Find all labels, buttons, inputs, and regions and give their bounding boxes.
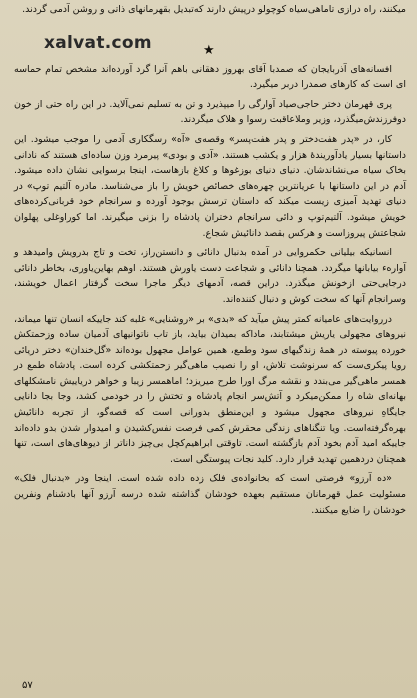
paragraph-7: «ده آرزو» فرصتی است که بخانواده‌ی فلک زده داده شده است. اینجا ودر «بدنبال فلک» مسئولیت عمل قهرمانان مستقیم بعهده خودشان گذاشته شده درسه آرزو آنها بادشنام ونفرین خودشان را ضایع میکنند. (14, 473, 406, 516)
paragraph-6: درروایت‌های عامیانه کمتر پیش میآید که «بدی» بر «روشنایی» غلبه کند جاییکه انسان تنها میماند، نیروهای مجهولی یاریش میشتابند، ماداکه بمیدان بیاید، باز تاب ناتوانیهای آدمیان ساده وزحمتکش خورده پیوسته در همهٔ زندگیهای سود وطمع، همین عوامل مجهول بوده‌اند «گل‌خندان» دختر دریائی رویا پیکری‌ست که سرنوشت تلاش، او را نصیب ماهی‌گیر زحمتکشی کرده است. پادشاه طمع در همسر ماهی‌گیر می‌بندد و نقشه مرگ اورا طرح میریزد؛ اماهمسر زیبا و خواهر دریاییش نامشکلهای بهانه‌ای شاه را ممکن‌میکرد و آتش‌سر انجام پادشاه و تختش را در خودمی کشد، وجا بجا دانایی جایگاهِ نیروهای مجهول میشود و این‌منطق بدورانی است که قصه‌گو، از تجربه دانائیش بهره‌گرفته‌است. ویا تنگناهای زندگی محقرش کمی فرصت نفس‌کشیدن و امیدوار شدن بدو داده‌اند جاییکه امید آدم بخود آدم بازگشته است. تاوقتی ابراهیم‌کچل بی‌چیز داناتر از دیوهای‌های است، تنها همچنان دردهمین تهدید قرار دارد. کلید نجات پیوستگی است. (14, 313, 406, 465)
watermark: xalvat.com (44, 33, 152, 53)
paragraph-2: افسانه‌های آذربایجان که صمدبا آقای بهروز دهقانی باهم آنرا گرد آورده‌اند مشخص تمام حماسه ای است که کارهای صمدرا دربر میگیرد. (14, 63, 406, 91)
paragraph-5: انسانیکه بیلیانی حکمروایی در آمده بدنبال دانائی و دانستن‌راز، تخت و تاج بدرویش وامیدهد و آوارهء بیابانها میگردد. همچنا دانائی و شجاعت دست یاورش هستند. اوهم بهاین‌یاوری، بخاطر دانائی درجایی‌حتی ازخونش میگذرد. دراین قصه، آدمهای دیگر ماجرا سخت گرفتار اعمال خویشند، وسرانجام آنها که سخت کوش و دنبال کننده‌اند. (14, 247, 406, 305)
paragraph-1: میکنند، راه درازی تاماهی‌سیاه کوچولو درپیش دارند که‌تبدیل بقهرمانهای ذاتی و روشن آدمی گردند. (22, 4, 406, 15)
paragraph-3: پری قهرمان دختر حاجی‌صیاد آوارگی را میپذیرد و تن به تسلیم نمی‌آلاید. در این راه حتی از خون دوفرزندش‌میگذرد، وزیر وملاعاقبت رسوا و هلاک میگردند. (14, 98, 406, 126)
page-number: ۵۷ (22, 680, 33, 691)
paragraph-4: کار، در «پدر هفت‌دختر و پدر هفت‌پسر» وقصه‌ی «آه» رسگکاری آدمی را موجب میشود. این داستانها بسیار یادآوریندۀ هزار و یکشب هستند. «آدی و بودی» پیرمرد وزن ساده‌ای هستند که نادانی بخاک سیاه می‌نشاندشان. دنیای دنیای بوزغوها و کلاغ بازهاست، اینجا برسوایی نشان داده میشود. آدم در این داستانها با عریانترین چهره‌های خصائص خویش را باز می‌شناسد. مادره آلتیم توپ» در دنیای تهدید آمیزی زیست میکند که داستان ترسش بوجود آورده و سرانجام خود قربانی‌کرده‌های خویش میشود. آلتیم‌توپ و دائی سرانجام دختران پادشاه را بزنی میگیرند. اما کوراوغلی پهلوان شجاعتش پیروزاست و هرکس بقصد دانائیش شجاع. (14, 133, 406, 239)
text-column (14, 0, 406, 518)
star-ornament-icon: ★ (203, 43, 215, 58)
